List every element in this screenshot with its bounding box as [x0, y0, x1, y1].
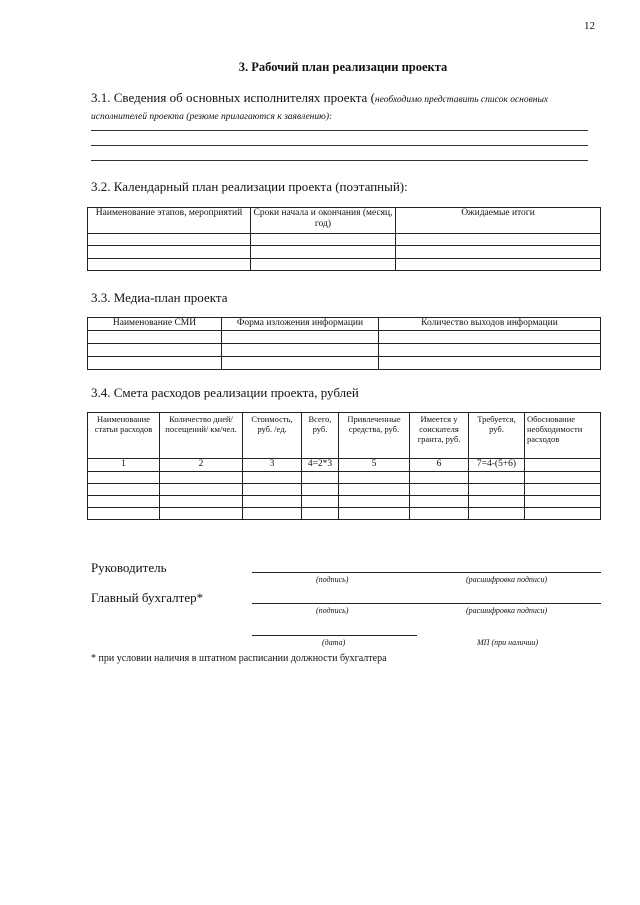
table-cell[interactable]	[469, 508, 525, 520]
section-3-2-heading: 3.2. Календарный план реализации проекта (поэтапный):	[91, 179, 408, 194]
column-header: Имеется у соискателя гранта, руб.	[410, 413, 469, 459]
table-cell[interactable]	[251, 246, 396, 259]
fill-line[interactable]	[91, 160, 588, 161]
table-cell[interactable]	[160, 472, 243, 484]
table-row	[88, 246, 601, 259]
table-cell[interactable]	[410, 472, 469, 484]
table-cell[interactable]	[525, 508, 601, 520]
table-cell[interactable]	[160, 496, 243, 508]
stamp-caption: МП (при наличии)	[477, 638, 539, 647]
section-3-1-heading	[91, 90, 591, 124]
table-cell[interactable]	[88, 331, 222, 344]
column-header: Количество выходов информации	[379, 318, 601, 331]
column-header: Всего, руб.	[302, 413, 339, 459]
column-header: Форма изложения информации	[222, 318, 379, 331]
column-header: Наименование СМИ	[88, 318, 222, 331]
table-cell[interactable]	[525, 484, 601, 496]
media-plan-table	[87, 317, 601, 370]
column-number: 5	[339, 459, 410, 472]
column-header: Обоснование необходимости расходов	[525, 413, 601, 459]
table-cell[interactable]	[251, 259, 396, 271]
table-row	[88, 472, 601, 484]
column-header: Наименование статьи расходов	[88, 413, 160, 459]
table-row	[88, 331, 601, 344]
table-cell[interactable]	[469, 472, 525, 484]
table-row	[88, 508, 601, 520]
section-3-4-heading: 3.4. Смета расходов реализации проекта, рублей	[91, 385, 359, 400]
table-cell[interactable]	[88, 496, 160, 508]
section-3-1-note: необходимо представить список основных исполнителей проекта (резюме прилагаются к заявлению):	[91, 95, 549, 122]
page-number: 12	[584, 20, 595, 32]
table-row	[88, 484, 601, 496]
head-signature-label: Руководитель	[91, 560, 167, 575]
column-header: Сроки начала и окончания (месяц, год)	[251, 208, 396, 234]
page-title: 3. Рабочий план реализации проекта	[238, 60, 448, 74]
signature-decode-caption: (расшифровка подписи)	[466, 575, 548, 584]
column-number: 6	[410, 459, 469, 472]
fill-line[interactable]	[91, 130, 588, 131]
table-cell[interactable]	[379, 357, 601, 370]
table-cell[interactable]	[88, 357, 222, 370]
table-cell[interactable]	[469, 496, 525, 508]
table-cell[interactable]	[396, 234, 601, 246]
column-number: 3	[243, 459, 302, 472]
column-header: Требуется, руб.	[469, 413, 525, 459]
calendar-plan-table	[87, 207, 601, 271]
table-cell[interactable]	[88, 259, 251, 271]
table-cell[interactable]	[410, 496, 469, 508]
signature-decode-caption: (расшифровка подписи)	[466, 606, 548, 615]
table-cell[interactable]	[243, 484, 302, 496]
column-number	[525, 459, 601, 472]
signature-caption: (подпись)	[316, 575, 349, 584]
table-cell[interactable]	[396, 246, 601, 259]
section-3-3-heading: 3.3. Медиа-план проекта	[91, 290, 228, 305]
table-cell[interactable]	[88, 344, 222, 357]
fill-line[interactable]	[91, 145, 588, 146]
table-cell[interactable]	[410, 508, 469, 520]
table-row	[88, 344, 601, 357]
table-cell[interactable]	[339, 472, 410, 484]
column-number: 2	[160, 459, 243, 472]
table-cell[interactable]	[222, 344, 379, 357]
table-cell[interactable]	[88, 246, 251, 259]
table-cell[interactable]	[410, 484, 469, 496]
table-cell[interactable]	[88, 484, 160, 496]
table-cell[interactable]	[339, 508, 410, 520]
column-number: 1	[88, 459, 160, 472]
table-cell[interactable]	[396, 259, 601, 271]
table-cell[interactable]	[243, 472, 302, 484]
numbering-row	[88, 459, 601, 472]
table-cell[interactable]	[160, 484, 243, 496]
footnote: * при условии наличия в штатном расписании должности бухгалтера	[91, 653, 387, 664]
table-row	[88, 259, 601, 271]
table-cell[interactable]	[302, 508, 339, 520]
table-cell[interactable]	[525, 472, 601, 484]
table-cell[interactable]	[243, 508, 302, 520]
table-cell[interactable]	[302, 484, 339, 496]
table-cell[interactable]	[243, 496, 302, 508]
table-cell[interactable]	[160, 508, 243, 520]
head-signature-line[interactable]	[252, 572, 601, 573]
table-cell[interactable]	[339, 484, 410, 496]
table-row	[88, 357, 601, 370]
accountant-signature-label: Главный бухгалтер*	[91, 590, 204, 605]
table-cell[interactable]	[339, 496, 410, 508]
table-row	[88, 234, 601, 246]
section-3-1-title: 3.1. Сведения об основных исполнителях проекта (	[91, 90, 375, 105]
table-cell[interactable]	[379, 344, 601, 357]
column-header: Ожидаемые итоги	[396, 208, 601, 234]
table-cell[interactable]	[525, 496, 601, 508]
signature-caption: (подпись)	[316, 606, 349, 615]
date-line[interactable]	[252, 635, 417, 636]
date-caption: (дата)	[322, 638, 346, 647]
column-number: 7=4-(5+6)	[469, 459, 525, 472]
table-cell[interactable]	[222, 331, 379, 344]
column-header: Количество дней/посещений/ км/чел.	[160, 413, 243, 459]
column-header: Стоимость, руб. /ед.	[243, 413, 302, 459]
table-cell[interactable]	[251, 234, 396, 246]
column-number: 4=2*3	[302, 459, 339, 472]
table-cell[interactable]	[88, 234, 251, 246]
table-cell[interactable]	[222, 357, 379, 370]
accountant-signature-line[interactable]	[252, 603, 601, 604]
table-cell[interactable]	[469, 484, 525, 496]
budget-table	[87, 412, 601, 520]
table-row	[88, 496, 601, 508]
table-cell[interactable]	[302, 496, 339, 508]
column-header: Привлеченные средства, руб.	[339, 413, 410, 459]
table-cell[interactable]	[88, 508, 160, 520]
column-header: Наименование этапов, мероприятий	[88, 208, 251, 234]
table-cell[interactable]	[302, 472, 339, 484]
table-cell[interactable]	[379, 331, 601, 344]
table-cell[interactable]	[88, 472, 160, 484]
